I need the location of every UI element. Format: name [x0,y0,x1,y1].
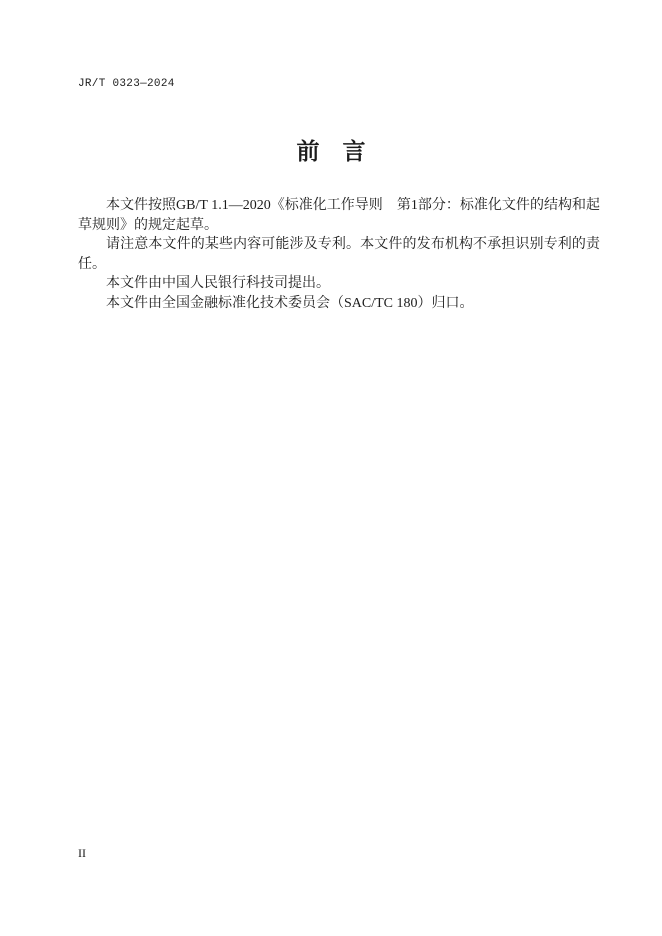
paragraph-centralized-by: 本文件由全国金融标准化技术委员会（SAC/TC 180）归口。 [106,295,474,311]
foreword-title: 前 言 [296,138,366,164]
standard-code-header: JR/T 0323—2024 [78,78,175,90]
paragraph-drafting-rules: 本文件按照GB/T 1.1—2020《标准化工作导则 第1部分：标准化文件的结构和起草规则》的规定起草。 [78,198,600,233]
paragraph-patent-notice: 请注意本文件的某些内容可能涉及专利。本文件的发布机构不承担识别专利的责任。 [78,237,600,272]
foreword-body [78,196,600,314]
paragraph-proposed-by: 本文件由中国人民银行科技司提出。 [106,276,330,292]
page-number: II [78,846,86,860]
